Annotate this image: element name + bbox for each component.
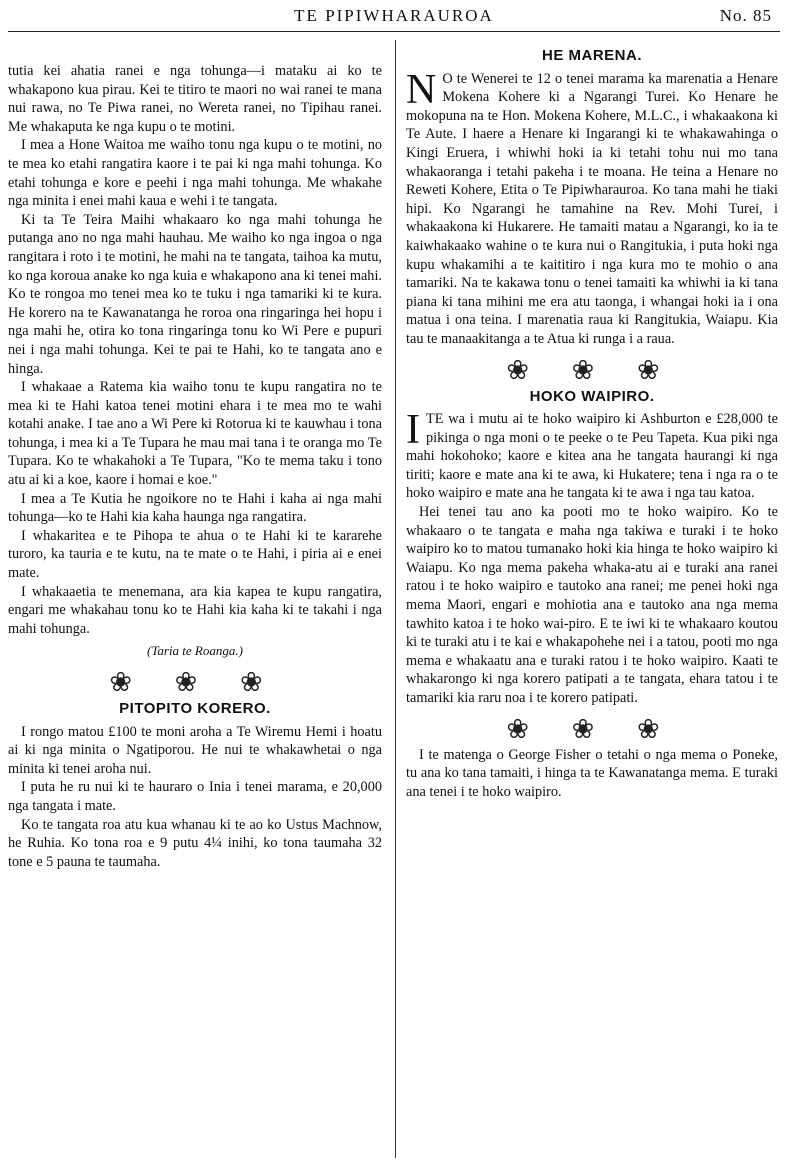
waipiro-paragraph: Hei tenei tau ano ka pooti mo te hoko waipiro. Ko te whakaaro o te tangata e maha nga takiwa e turaki i te hoko waipiro ko to matou tumanako hoki kia hinga te hoko waipiro ki Waiapu. Ko nga mema pakeha whaka-atu ai e turaki ana ranei ratou i te hoko waipiro e tautoko ana ranei; me penei hoki nga mema Maori, engari e mohiotia ana e tautoko ana nga mema tawhito katoa i te hoko wai-piro. E te iwi ki te whakaaro koutou ki te turaki atu i te kai e whakapohehe nei i a tatou, pooti mo nga mema e whakaatu ana e turaki ratou i te hoko waipiro. Kaati te whakarongo ki nga korero patipati a te tangata, ehara tatou i te tamariki kia raru noa i te korero patipati.: [406, 504, 778, 706]
drop-cap: N: [406, 66, 437, 113]
flower-ornament-icon: ❀ ❀ ❀: [109, 667, 281, 697]
continued-note: (Taria te Roanga.): [147, 643, 243, 659]
page-header: [8, 0, 780, 30]
left-column: [8, 62, 382, 871]
drop-cap: I: [406, 407, 420, 454]
marena-text: O te Wenerei te 12 o tenei marama ka marenatia a Henare Mokena Kohere ki a Ngarangi Turei. Ko Henare he mokopuna na te Hon. Mokena Kohere, M.L.C., i whakaakona ki Te Aute. I haere a Henare ki Ingarangi ki te whakawahinga o Kingi Eruera, i whiwhi hoki ia ki tetahi tohu nui mo tana whakaoranga i tetahi pakeha i te moana. He teina a Henare no Reweti Kohere, Etita o Te Pipiwharauroa. Ko tana mahi he tiaki hipi. Ko Ngarangi he tamahine na Rev. Mohi Turei, i whakaakona ki Hukarere. He tamaiti matau a Ngarangi, ko ia te kaiwhakaako wahine o te kura nui o Rangitukia, i puta hoki nga kupu whakamihi a te kaititiro i nga kura mo te mohio o ana tamariki. Na te kakawa tonu o tenei tamaiti ka whiwhi ia ki tana piana ki tana mihini me era atu taonga, i whangai hoki ia i ona matua i ona teina. I marenatia raua ki Rangitukia, Waiapu. Kia tau te manaakitanga a te Atua ki runga i a raua.: [406, 70, 778, 347]
section-heading-pitopito: PITOPITO KORERO.: [119, 700, 271, 717]
closing-paragraph: I te matenga o George Fisher o tetahi o nga mema o Poneke, tu ana ko tana tamaiti, i hinga ta te Kawanatanga mema. E turaki ana tenei i te hoko waipiro.: [406, 746, 778, 800]
waipiro-text: TE wa i mutu ai te hoko waipiro ki Ashburton e £28,000 te pikinga o nga moni o te peeke o te Peu Tapeta. Kua piki nga mahi hokohoko; kaore e kitea ana he tangata haurangi ki nga tiriti; kaore e mate ana ki te awa, ki Hukatere; tena i nga ra o te hoko waipiro e mate ana he tangata ki te awa i nga tau katoa.: [406, 411, 778, 502]
section-heading-waipiro: HOKO WAIPIRO.: [529, 387, 655, 405]
article-paragraph: I whakaaetia te menemana, ara kia kapea te kupu rangatira, engari me whakahau tonu ko te Hahi kia kaha ki te takahi i nga mahi tohunga.: [8, 583, 382, 637]
flower-ornament-icon: ❀ ❀ ❀: [506, 354, 678, 385]
waipiro-paragraph: [406, 407, 778, 503]
article-paragraph: I whakaritea e te Pihopa te ahua o te Hahi ki te kararehe turoro, ka tauria e te kutu, na te mate o te Hahi, i piria ai e enei mate.: [8, 527, 382, 582]
article-paragraph: I mea a Te Kutia he ngoikore no te Hahi i kaha ai nga mahi tohunga—ko te Hahi kia kaha haunga nga rangatira.: [8, 490, 382, 526]
column-divider: [395, 40, 396, 1158]
article-paragraph: Ki ta Te Teira Maihi whakaaro ko nga mahi tohunga he putanga ano no nga mahi hauhau. Me waiho ko nga ingoa o nga rangitara i roto i te motini, he mahi na te tangata, taihoa ka mutu, ko nga koroua anake ko nga kuia e whakapono ana ki tenei mahi. Ko te rongoa mo tenei mea ko te tuku i nga tamariki ki te kura. He korero na te Kawanatanga he roroa ona ringaringa hei hopu i nga mahi he, otira ko tona ringaringa tonu ko Wi Pere e pupuri nei i nga mahi tohunga. Kei te pai te Hahi, ko te tangata ano e hinga.: [8, 211, 382, 377]
header-rule: [8, 31, 780, 32]
issue-number: No. 85: [719, 6, 772, 25]
article-paragraph: tutia kei ahatia ranei e nga tohunga—i mataku ai ko te whakapono kua pirau. Kei te titiro te maori no wai ranei te mana nui rawa, no Te Piwa ranei, no Wereta ranei, no Tipihau ranei. Me whakaputa ke nga kupu o te motini.: [8, 63, 382, 135]
news-paragraph: I puta he ru nui ki te hauraro o Inia i tenei marama, e 20,000 nga tangata i mate.: [8, 779, 382, 814]
right-column: [406, 44, 778, 801]
article-paragraph: I mea a Hone Waitoa me waiho tonu nga kupu o te motini, no te mea ko etahi rangatira kaore i te pai ki nga mahi tohunga. Ko etahi tohunga e kore e peehi i nga mahi tohunga. Me whakahe nga minita i enei mahi kaua e wehi i te tangata.: [8, 137, 382, 210]
news-paragraph: I rongo matou £100 te moni aroha a Te Wiremu Hemi i hoatu ai ki nga minita o Ngatiporou. He nui te whakawhetai o nga minita ki tenei aroha nui.: [8, 723, 382, 777]
running-title: TE PIPIWHARAUROA: [294, 6, 494, 25]
section-heading-marena: HE MARENA.: [541, 47, 642, 64]
marena-paragraph: [406, 66, 778, 349]
news-paragraph: Ko te tangata roa atu kua whanau ki te ao ko Ustus Machnow, he Ruhia. Ko tona roa e 9 putu 4¼ inihi, ko tona taumaha 32 tone e 5 pauna te taumaha.: [8, 816, 382, 870]
flower-ornament-icon: ❀ ❀ ❀: [506, 713, 678, 744]
article-paragraph: I whakaae a Ratema kia waiho tonu te kupu rangatira no te mea ki te Hahi katoa tenei motini ehara i te mea mo te wahi kotahi anake. I tae ano a Wi Pere ki Rotorua ki te kauwhau i tona tohunga, i mea ki a Te Tupara he mau mai tana i te oranga mo Te Tupara. Ko te whakahoki a Te Tupara, "Ko te mema taku i tono atu ai ki a koe, kaore i homai e koe.": [8, 379, 382, 489]
